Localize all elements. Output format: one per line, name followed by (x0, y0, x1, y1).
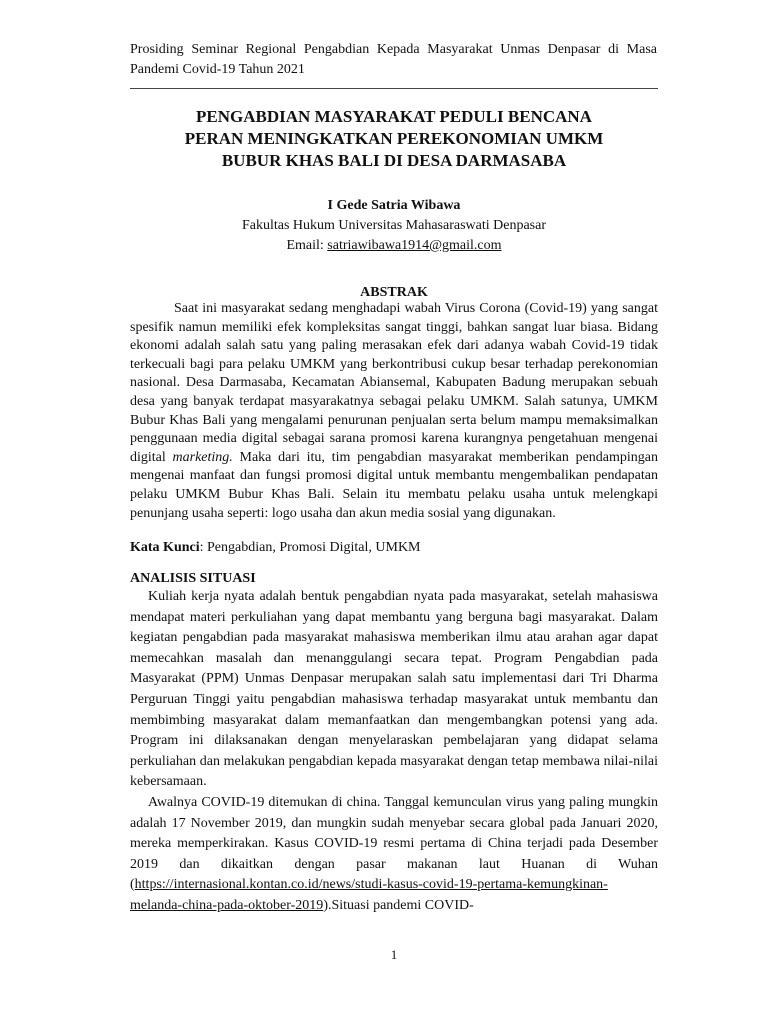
page-number: 1 (390, 947, 398, 962)
header-rule (130, 88, 658, 89)
body-paragraph-2 (130, 793, 658, 917)
abstract-text-2: Maka dari itu, tim pengabdian masyarakat memberikan pendampingan mengenai manfaat dan fungsi promosi digital untuk membantu mengembalikan pendapatan pelaku UMKM Bubur Khas Bali. Selain itu membatu pelaku usaha untuk melengkapi penunjang usaha seperti: logo usaha dan akun media sosial yang digunakan. (130, 449, 658, 521)
abstract-text-1: Saat ini masyarakat sedang menghadapi wabah Virus Corona (Covid-19) yang sangat spesifik namun memiliki efek kompleksitas sangat tinggi, bahkan sangat luar biasa. Bidang ekonomi adalah salah satu yang paling merasakan efek dari adanya wabah Covid-19 tidak terkecuali bagi para pelaku UMKM yang berkontribusi cukup besar terhadap perekonomian nasional. Desa Darmasaba, Kecamatan Abiansemal, Kabupaten Badung merupakan sebuah desa yang banyak terdapat masyarakatnya sebagai pelaku UMKM. Salah satunya, UMKM Bubur Khas Bali yang mengalami penurunan penjualan serta belum mampu memaksimalkan penggunaan media digital sebagai sarana promosi karena kurangnya pengetahuan mengenai digital (130, 301, 658, 465)
title-line-3: BUBUR KHAS BALI DI DESA DARMASABA (221, 151, 567, 170)
author-email-line (130, 236, 658, 256)
body-paragraph-1: Kuliah kerja nyata adalah bentuk pengabdian nyata pada masyarakat, setelah mahasiswa mendapat materi perkuliahan yang dapat membantu yang berguna bagi masyarakat. Dalam kegiatan pengabdian pada masyarakat mahasiswa memberikan ilmu atau arahan agar dapat memecahkan masalah dan menanggulangi secara tepat. Program Pengabdian pada Masyarakat (PPM) Unmas Denpasar merupakan salah satu implementasi dari Tri Dharma Perguruan Tinggi yaitu pengabdian mahasiswa terhadap masyarakat untuk membantu dan membimbing masyarakat dalam memanfaatkan dan mengembangkan potensi yang ada. Program ini dilaksanakan dengan menyelaraskan pembelajaran yang didapat selama perkuliahan dan melakukan pengabdian kepada masyarakat dengan tetap membawa nilai-nilai kebersamaan. (130, 589, 658, 790)
reference-link[interactable]: https://internasional.kontan.co.id/news/studi-kasus-covid-19-pertama-kemungkinan-melanda-china-pada-oktober-2019 (130, 877, 608, 913)
author-affiliation: Fakultas Hukum Universitas Mahasaraswati Denpasar (241, 218, 547, 233)
paper-title (130, 106, 658, 172)
title-line-1: PENGABDIAN MASYARAKAT PEDULI BENCANA (196, 107, 592, 126)
keywords-value: : Pengabdian, Promosi Digital, UMKM (199, 540, 421, 555)
body-paragraph-2-tail: ).Situasi pandemi COVID- (323, 897, 474, 913)
section-heading: ANALISIS SITUASI (130, 571, 256, 586)
email-label: Email: (286, 238, 328, 253)
keywords-label: Kata Kunci (130, 540, 200, 555)
title-line-2: PERAN MENINGKATKAN PEREKONOMIAN UMKM (184, 129, 604, 148)
abstract-body (130, 300, 658, 523)
abstract-heading: ABSTRAK (360, 285, 428, 300)
body-paragraph-2-text: Awalnya COVID-19 ditemukan di china. Tanggal kemunculan virus yang paling mungkin adalah 17 November 2019, dan mungkin sudah menyebar secara global pada Januari 2020, mereka memperkirakan. Kasus COVID-19 resmi pertama di China terjadi pada Desember 2019 dan dikaitkan dengan pasar makanan laut Huanan di Wuhan ( (130, 794, 658, 893)
keywords (130, 538, 658, 558)
email-link[interactable]: satriawibawa1914@gmail.com (327, 238, 502, 253)
section-body (130, 587, 658, 917)
author-name: I Gede Satria Wibawa (327, 198, 461, 213)
abstract-text-italic: marketing. (172, 449, 233, 465)
running-header: Prosiding Seminar Regional Pengabdian Kepada Masyarakat Unmas Denpasar di Masa Pandemi Covid-19 Tahun 2021 (130, 42, 657, 77)
